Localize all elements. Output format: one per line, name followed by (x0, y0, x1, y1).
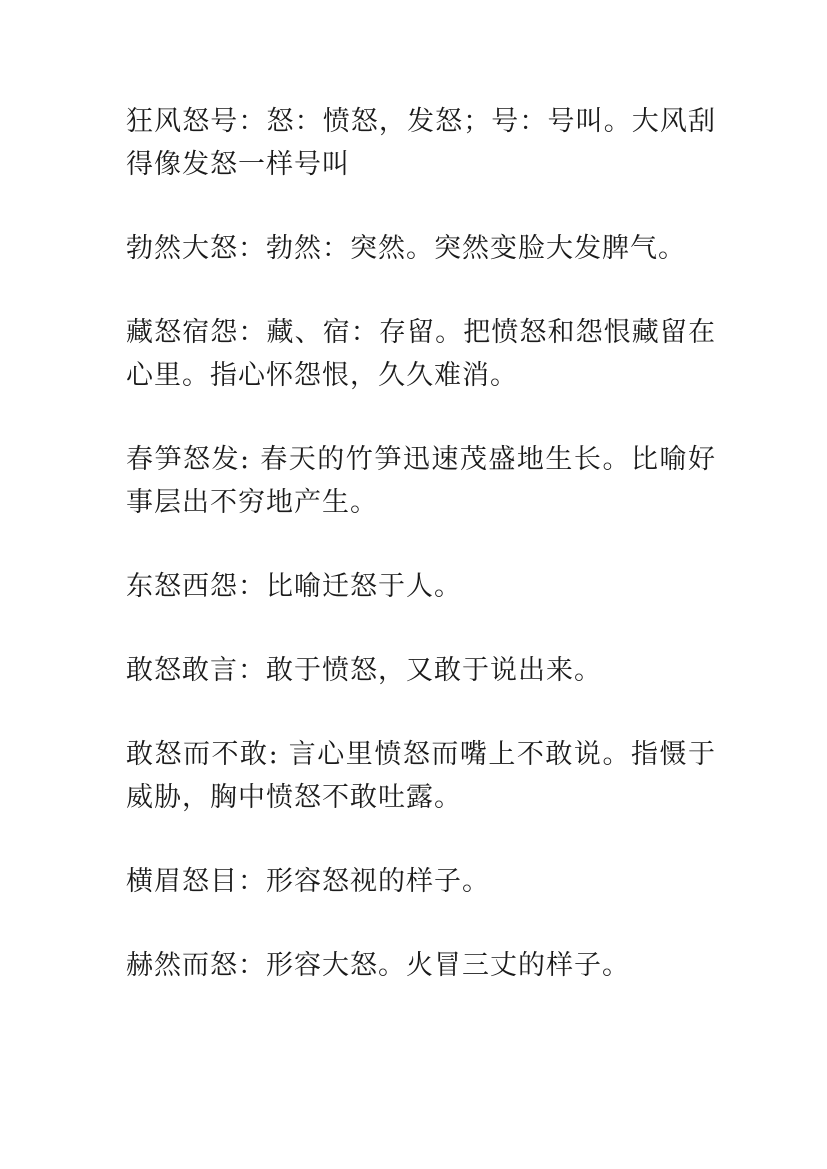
idiom-entry: 东怒西怨：比喻迁怒于人。 (126, 571, 462, 602)
idiom-entry: 敢怒敢言：敢于愤怒，又敢于说出来。 (126, 655, 602, 686)
idiom-entry: 赫然而怒：形容大怒。火冒三丈的样子。 (126, 950, 630, 981)
idiom-list (126, 100, 716, 1028)
idiom-entry: 狂风怒号：怒：愤怒，发怒；号：号叫。大风刮得像发怒一样号叫 (126, 106, 716, 180)
idiom-entry: 春笋怒发: 春天的竹笋迅速茂盛地生长。比喻好事层出不穷地产生。 (126, 444, 716, 518)
idiom-entry: 勃然大怒：勃然：突然。突然变脸大发脾气。 (126, 233, 686, 264)
idiom-entry: 藏怒宿怨：藏、宿：存留。把愤怒和怨恨藏留在心里。指心怀怨恨，久久难消。 (126, 317, 716, 391)
idiom-entry: 横眉怒目：形容怒视的样子。 (126, 866, 490, 897)
idiom-entry: 敢怒而不敢: 言心里愤怒而嘴上不敢说。指慑于威胁，胸中愤怒不敢吐露。 (126, 739, 716, 813)
